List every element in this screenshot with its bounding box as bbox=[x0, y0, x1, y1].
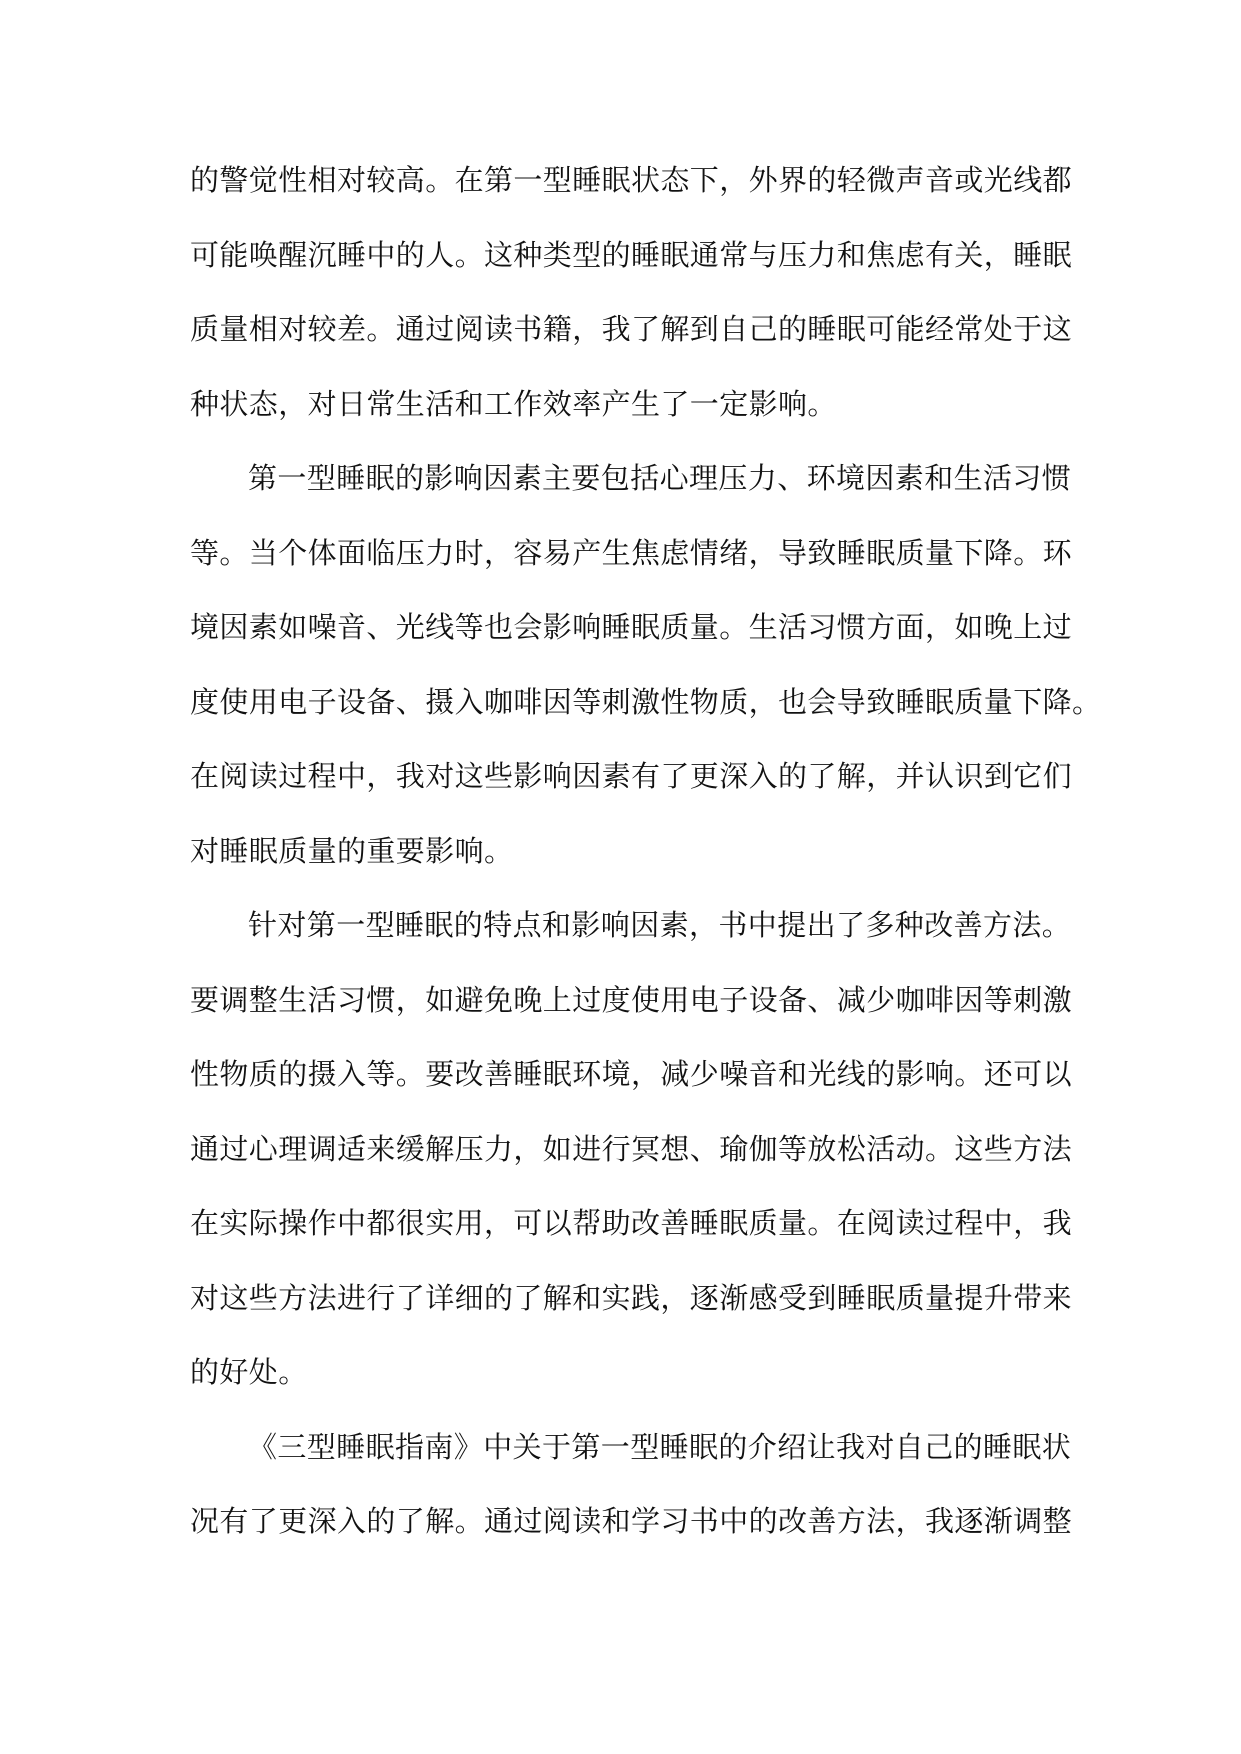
paragraph-1 bbox=[190, 143, 1073, 441]
paragraph-3 bbox=[190, 888, 1073, 1410]
text-line: 通过心理调适来缓解压力，如进行冥想、瑜伽等放松活动。这些方法 bbox=[190, 1131, 1073, 1166]
text-line: 在阅读过程中，我对这些影响因素有了更深入的了解，并认识到它们 bbox=[190, 759, 1073, 793]
text-line: 第一型睡眠的影响因素主要包括心理压力、环境因素和生活习惯 bbox=[248, 461, 1072, 495]
text-line: 在实际操作中都很实用，可以帮助改善睡眠质量。在阅读过程中，我 bbox=[190, 1206, 1073, 1240]
text-line: 种状态，对日常生活和工作效率产生了一定影响。 bbox=[190, 386, 837, 421]
text-line: 《三型睡眠指南》中关于第一型睡眠的介绍让我对自己的睡眠状 bbox=[248, 1429, 1072, 1464]
text-line: 可能唤醒沉睡中的人。这种类型的睡眠通常与压力和焦虑有关，睡眠 bbox=[190, 237, 1073, 272]
text-line: 况有了更深入的了解。通过阅读和学习书中的改善方法，我逐渐调整 bbox=[190, 1504, 1073, 1538]
text-line: 的警觉性相对较高。在第一型睡眠状态下，外界的轻微声音或光线都 bbox=[190, 163, 1073, 197]
text-line: 性物质的摄入等。要改善睡眠环境，减少噪音和光线的影响。还可以 bbox=[190, 1057, 1073, 1091]
text-line: 针对第一型睡眠的特点和影响因素，书中提出了多种改善方法。 bbox=[248, 908, 1072, 942]
paragraph-2 bbox=[190, 441, 1102, 888]
text-line: 度使用电子设备、摄入咖啡因等刺激性物质，也会导致睡眠质量下降。 bbox=[190, 684, 1102, 719]
text-line: 的好处。 bbox=[190, 1355, 308, 1389]
text-line: 对这些方法进行了详细的了解和实践，逐渐感受到睡眠质量提升带来 bbox=[190, 1280, 1073, 1315]
text-line: 质量相对较差。通过阅读书籍，我了解到自己的睡眠可能经常处于这 bbox=[190, 312, 1073, 346]
text-line: 等。当个体面临压力时，容易产生焦虑情绪，导致睡眠质量下降。环 bbox=[190, 535, 1073, 570]
document-body bbox=[190, 143, 1102, 1559]
text-line: 对睡眠质量的重要影响。 bbox=[190, 833, 514, 868]
paragraph-4 bbox=[190, 1410, 1073, 1559]
text-line: 境因素如噪音、光线等也会影响睡眠质量。生活习惯方面，如晚上过 bbox=[190, 610, 1073, 644]
text-line: 要调整生活习惯，如避免晚上过度使用电子设备、减少咖啡因等刺激 bbox=[190, 982, 1073, 1017]
